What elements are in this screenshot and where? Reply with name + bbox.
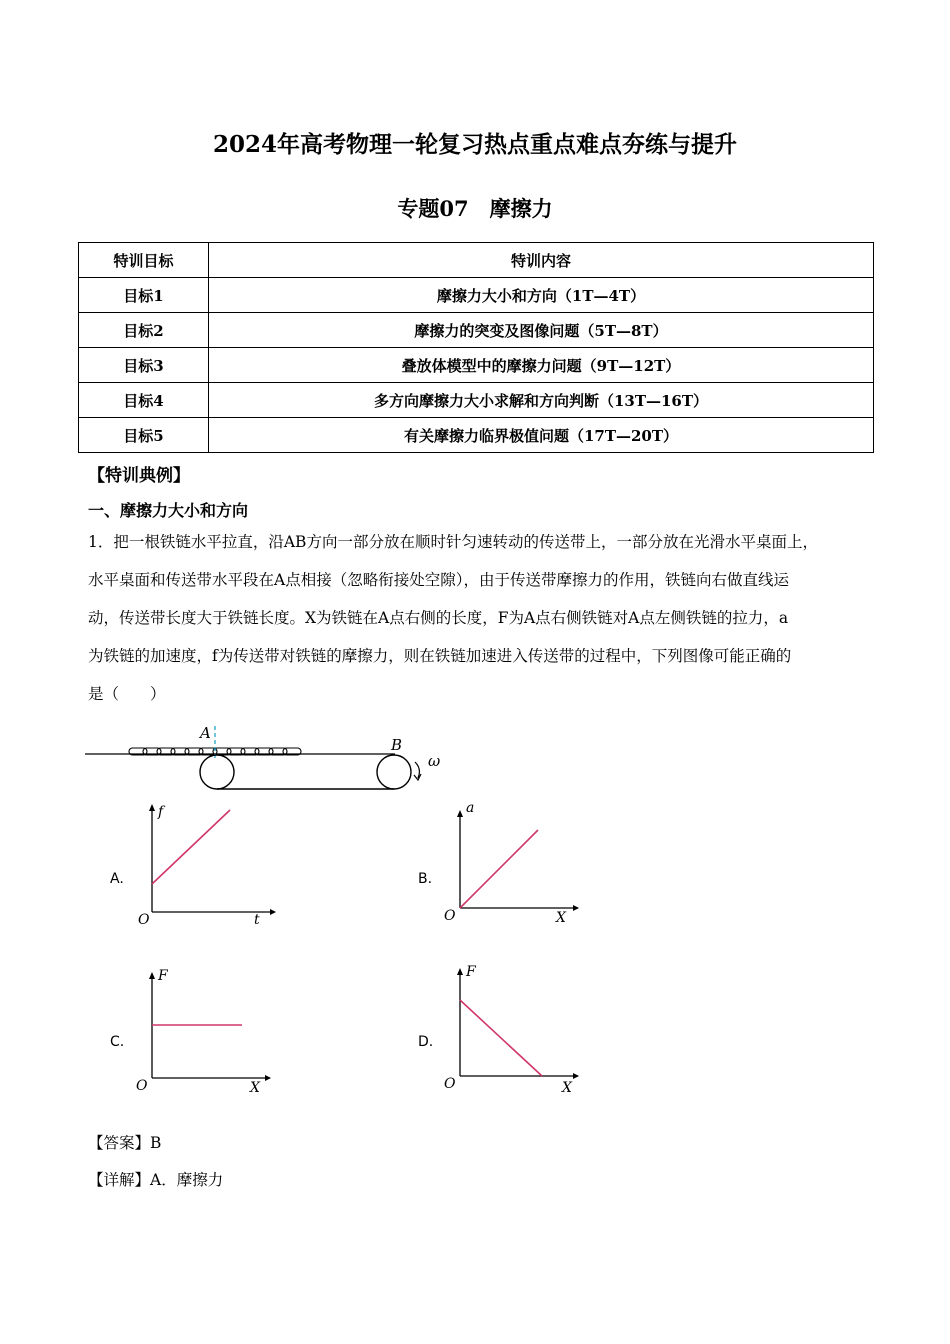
option-b-graph <box>438 800 588 930</box>
option-d-label: D. <box>418 1034 434 1050</box>
point-b-label: B <box>391 736 403 754</box>
table-cell: 有关摩擦力临界极值问题（17T—20T） <box>209 418 874 453</box>
omega-label: ω <box>428 752 441 770</box>
origin-label: O <box>136 1078 148 1094</box>
document-title: 2024年高考物理一轮复习热点重点难点夯练与提升 <box>212 131 737 158</box>
subsection-title: 一、摩擦力大小和方向 <box>88 501 249 520</box>
rotation-arrow-icon <box>415 762 419 778</box>
right-roller <box>377 755 411 789</box>
option-c-graph <box>130 962 280 1097</box>
origin-label: O <box>444 1076 456 1092</box>
answer-text: 【答案】B <box>88 1134 162 1152</box>
option-c-label: C. <box>110 1034 125 1050</box>
origin-label: O <box>138 912 150 928</box>
point-a-label: A <box>200 724 211 742</box>
table-cell: 摩擦力大小和方向（1T—4T） <box>209 278 874 313</box>
document-subtitle: 专题07 摩擦力 <box>397 196 553 221</box>
table-row <box>79 348 874 383</box>
section-title: 【特训典例】 <box>88 466 190 486</box>
y-axis-label: F <box>466 964 476 980</box>
table-header-row <box>79 243 874 278</box>
table-header: 特训目标 <box>79 243 209 278</box>
table-cell: 摩擦力的突变及图像问题（5T—8T） <box>209 313 874 348</box>
table-cell: 目标3 <box>79 348 209 383</box>
table-cell: 目标4 <box>79 383 209 418</box>
question-line: 水平桌面和传送带水平段在A点相接（忽略衔接处空隙），由于传送带摩擦力的作用，铁链向右做直线运 <box>88 571 789 589</box>
option-a-label: A. <box>110 871 124 887</box>
table-row <box>79 313 874 348</box>
question-text <box>88 523 888 713</box>
x-axis-label: X <box>556 910 566 926</box>
graph-line <box>460 830 538 908</box>
y-axis-label: a <box>466 800 475 816</box>
option-a-graph <box>130 800 280 930</box>
table-row <box>79 383 874 418</box>
x-axis-label: t <box>254 912 260 928</box>
x-axis-label: X <box>250 1080 260 1096</box>
origin-label: O <box>444 908 456 924</box>
table-cell: 多方向摩擦力大小求解和方向判断（13T—16T） <box>209 383 874 418</box>
training-goals-table <box>78 242 874 453</box>
option-d-graph <box>438 962 588 1097</box>
table-row <box>79 278 874 313</box>
table-header: 特训内容 <box>209 243 874 278</box>
left-roller <box>200 755 234 789</box>
y-axis-label: f <box>158 804 164 820</box>
graph-line <box>460 1000 542 1076</box>
graph-line <box>152 810 230 884</box>
option-b-label: B. <box>418 871 433 887</box>
table-cell: 目标1 <box>79 278 209 313</box>
conveyor-belt-figure <box>85 722 455 797</box>
y-axis-label: F <box>158 968 168 984</box>
table-cell: 目标2 <box>79 313 209 348</box>
table-cell: 叠放体模型中的摩擦力问题（9T—12T） <box>209 348 874 383</box>
table-row <box>79 418 874 453</box>
table-cell: 目标5 <box>79 418 209 453</box>
x-axis-label: X <box>562 1080 572 1096</box>
question-line: 为铁链的加速度，f为传送带对铁链的摩擦力，则在铁链加速进入传送带的过程中，下列图像可能正确的 <box>88 647 792 665</box>
question-line: 是（ ） <box>88 685 166 703</box>
explanation-text: 【详解】A．摩擦力 <box>88 1171 224 1189</box>
question-line: 1．把一根铁链水平拉直，沿AB方向一部分放在顺时针匀速转动的传送带上，一部分放在光滑水平桌面上， <box>88 533 818 551</box>
question-line: 动，传送带长度大于铁链长度。X为铁链在A点右侧的长度，F为A点右侧铁链对A点左侧铁链的拉力，a <box>88 609 789 627</box>
